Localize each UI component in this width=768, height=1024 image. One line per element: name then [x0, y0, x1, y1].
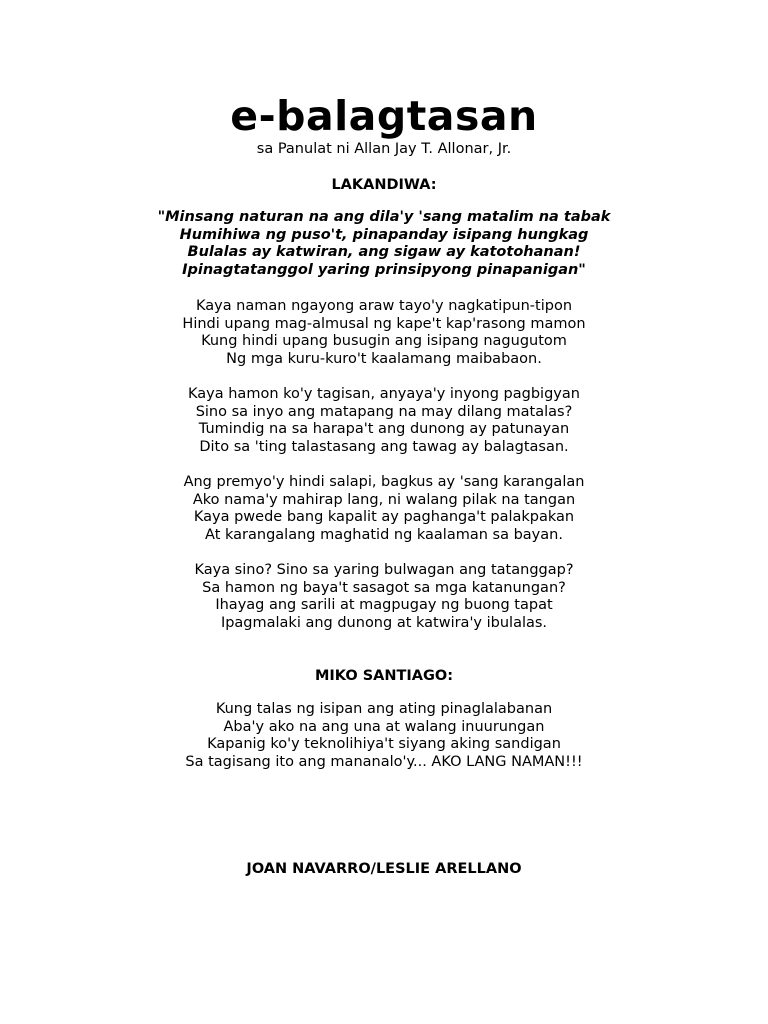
stanza-miko-santiago-1 — [0, 701, 768, 771]
stanza-lakandiwa-1 — [0, 209, 768, 279]
verse-line: Kaya sino? Sino sa yaring bulwagan ang tatanggap? — [194, 562, 574, 578]
verse-line: Sino sa inyo ang matapang na may dilang matalas? — [195, 403, 573, 420]
verse-line: Kaya naman ngayong araw tayo'y nagkatipun-tipon — [195, 298, 573, 314]
verse-line: Kaya pwede bang kapalit ay paghanga't palakpakan — [193, 509, 575, 526]
verse-line: Kapanig ko'y teknolihiya't siyang aking sandigan — [207, 736, 561, 753]
verse-line: Humihiwa ng puso't, pinapanday isipang hungkag — [179, 226, 589, 243]
document-title: e-balagtasan — [230, 92, 538, 140]
verse-line: Aba'y ako na ang una at walang inuurungan — [223, 718, 545, 735]
verse-line: Ang premyo'y hindi salapi, bagkus ay 'sang karangalan — [183, 474, 585, 490]
verse-line: At karangalang maghatid ng kaalaman sa bayan. — [205, 526, 563, 543]
verse-line: Ihayag ang sarili at magpugay ng buong tapat — [215, 597, 553, 614]
stanza-lakandiwa-4 — [0, 474, 768, 544]
verse-line: Sa hamon ng baya't sasagot sa mga katanungan? — [202, 579, 566, 596]
verse-line: Tumindig na sa harapa't ang dunong ay patunayan — [198, 421, 570, 438]
verse-line: Kung hindi upang busugin ang isipang nagugutom — [201, 333, 567, 350]
speaker-lakandiwa: LAKANDIWA: — [331, 177, 437, 193]
verse-line: Ipinagtatanggol yaring prinsipyong pinapanigan" — [182, 261, 586, 278]
verse-line: Kung talas ng isipan ang ating pinaglalabanan — [215, 701, 553, 717]
verse-line: Ako nama'y mahirap lang, ni walang pilak na tangan — [192, 491, 576, 508]
speaker-miko-santiago: MIKO SANTIAGO: — [314, 668, 454, 684]
verse-line: Ng mga kuru-kuro't kaalamang maibabaon. — [226, 350, 542, 367]
verse-line: Hindi upang mag-almusal ng kape't kap'rasong mamon — [182, 315, 586, 332]
document-author-line: sa Panulat ni Allan Jay T. Allonar, Jr. — [256, 141, 512, 157]
verse-line: Dito sa 'ting talastasang ang tawag ay balagtasan. — [199, 438, 569, 455]
stanza-lakandiwa-2 — [0, 298, 768, 368]
verse-line: Bulalas ay katwiran, ang sigaw ay katotohanan! — [187, 244, 581, 261]
verse-line: Sa tagisang ito ang mananalo'y... AKO LANG NAMAN!!! — [185, 753, 583, 770]
verse-line: "Minsang naturan na ang dila'y 'sang matalim na tabak — [157, 209, 611, 225]
verse-line: Kaya hamon ko'y tagisan, anyaya'y inyong pagbigyan — [188, 386, 580, 402]
speaker-joan-navarro-leslie-arellano: JOAN NAVARRO/LESLIE ARELLANO — [246, 861, 522, 877]
stanza-lakandiwa-5 — [0, 562, 768, 632]
stanza-lakandiwa-3 — [0, 386, 768, 456]
verse-line: Ipagmalaki ang dunong at katwira'y ibulalas. — [220, 614, 548, 631]
